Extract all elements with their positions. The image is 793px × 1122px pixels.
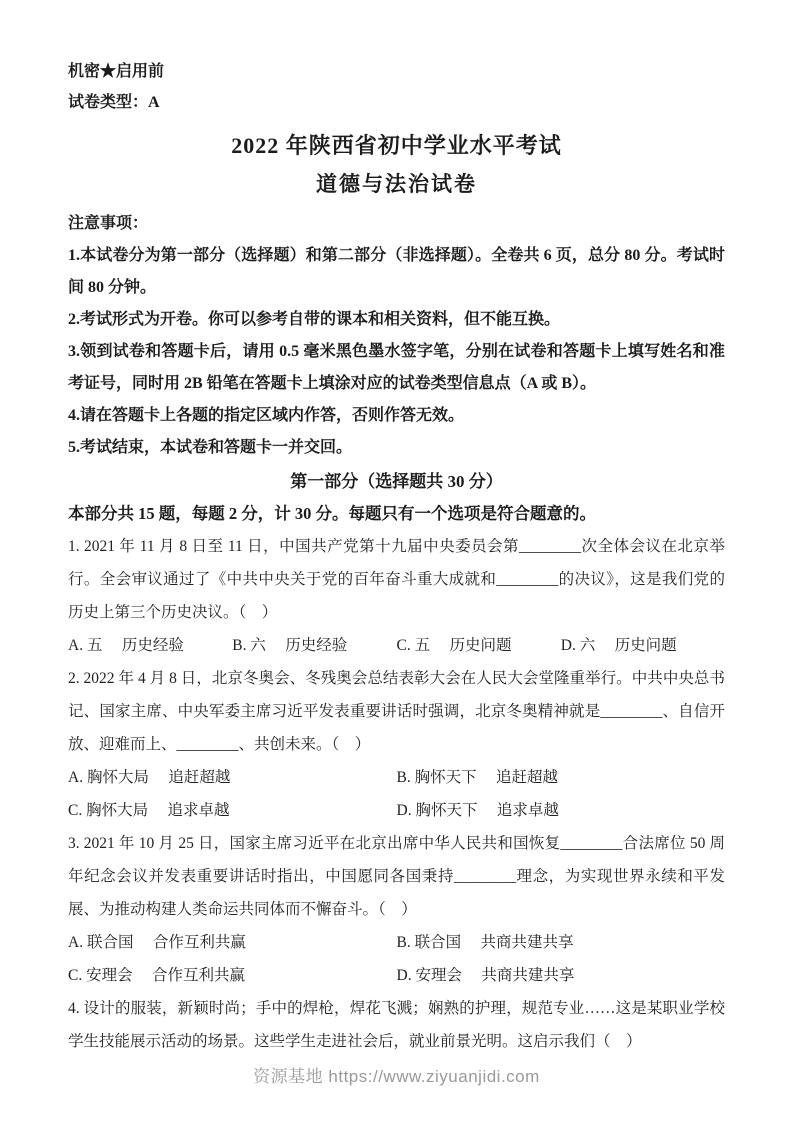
notice-item-5: 5.考试结束，本试卷和答题卡一并交回。 <box>68 439 353 456</box>
question-2-option-d: D. 胸怀天下 追求卓越 <box>396 802 559 819</box>
question-1-options <box>68 629 725 662</box>
question-3 <box>68 827 725 992</box>
question-2-option-b: B. 胸怀天下 追赶超越 <box>396 769 558 786</box>
question-1-stem: 1. 2021 年 11 月 8 日至 11 日，中国共产党第十九届中央委员会第________次全体会议在北京举行。全会审议通过了《中共中央关于党的百年奋斗重大成就和________的决议》，这是我们党的历史上第三个历史决议。（ ） <box>68 538 725 621</box>
question-2 <box>68 662 725 827</box>
question-3-options <box>68 926 725 992</box>
paper-type-label: 试卷类型：A <box>68 94 160 111</box>
question-2-option-c: C. 胸怀大局 追求卓越 <box>68 802 230 819</box>
footer-watermark-text: 资源基地 https://www.ziyuanjidi.com <box>253 1067 540 1086</box>
question-3-option-b: B. 联合国 共商共建共享 <box>396 934 574 951</box>
question-1-option-c: C. 五 历史问题 <box>396 637 512 654</box>
section1-intro: 本部分共 15 题，每题 2 分，计 30 分。每题只有一个选项是符合题意的。 <box>68 504 596 523</box>
question-2-stem: 2. 2022 年 4 月 8 日，北京冬奥会、冬残奥会总结表彰大会在人民大会堂隆重举行。中共中央总书记、国家主席、中央军委主席习近平发表重要讲话时强调，北京冬奥精神就是________、自信开放、迎难而上、________、共创未来。（ ） <box>68 670 725 753</box>
question-1 <box>68 530 725 662</box>
footer-watermark <box>0 1062 793 1087</box>
notices-heading: 注意事项： <box>68 215 149 232</box>
question-3-option-c: C. 安理会 合作互利共赢 <box>68 967 245 984</box>
question-3-option-d: D. 安理会 共商共建共享 <box>396 967 575 984</box>
question-1-option-b: B. 六 历史经验 <box>232 637 348 654</box>
classification-label: 机密★启用前 <box>68 63 165 80</box>
question-2-options <box>68 761 725 827</box>
question-3-stem: 3. 2021 年 10 月 25 日，国家主席习近平在北京出席中华人民共和国恢复________合法席位 50 周年纪念会议并发表重要讲话时指出，中国愿同各国秉持________理念，为实现世界永续和平发展、为推动构建人类命运共同体而不懈奋斗。（ ） <box>68 835 725 918</box>
question-1-option-d: D. 六 历史问题 <box>560 637 677 654</box>
notice-item-1: 1.本试卷分为第一部分（选择题）和第二部分（非选择题）。全卷共 6 页，总分 80 分。考试时间 80 分钟。 <box>68 247 725 296</box>
question-4 <box>68 992 725 1058</box>
question-1-option-a: A. 五 历史经验 <box>68 637 184 654</box>
notice-item-3: 3.领到试卷和答题卡后，请用 0.5 毫米黑色墨水签字笔，分别在试卷和答题卡上填写姓名和准考证号，同时用 2B 铅笔在答题卡上填涂对应的试卷类型信息点（A 或 B）。 <box>68 343 725 392</box>
section1-heading: 第一部分（选择题共 30 分） <box>290 472 503 491</box>
notice-item-4: 4.请在答题卡上各题的指定区域内作答，否则作答无效。 <box>68 407 465 424</box>
notice-item-2: 2.考试形式为开卷。你可以参考自带的课本和相关资料，但不能互换。 <box>68 311 561 328</box>
question-4-stem: 4. 设计的服装，新颖时尚；手中的焊枪，焊花飞溅；娴熟的护理，规范专业……这是某职业学校学生技能展示活动的场景。这些学生走进社会后，就业前景光明。这启示我们（ ） <box>68 1000 725 1050</box>
question-3-option-a: A. 联合国 合作互利共赢 <box>68 934 246 951</box>
question-2-option-a: A. 胸怀大局 追赶超越 <box>68 769 231 786</box>
exam-subtitle: 道德与法治试卷 <box>316 172 477 196</box>
exam-title: 2022 年陕西省初中学业水平考试 <box>231 133 562 158</box>
